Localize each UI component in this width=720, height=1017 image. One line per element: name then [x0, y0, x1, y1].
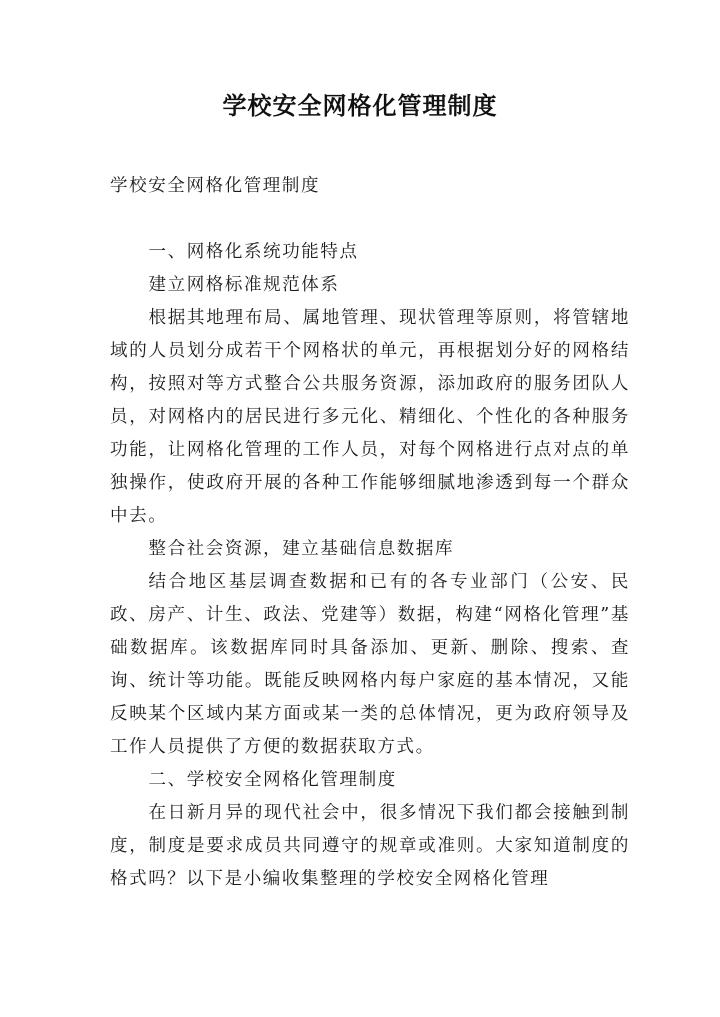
document-title: 学校安全网格化管理制度: [222, 91, 498, 120]
document-body: [110, 170, 630, 896]
section-heading: 一、网格化系统功能特点: [148, 242, 359, 262]
body-paragraph: 根据其地理布局、属地管理、现状管理等原则，将管辖地域的人员划分成若干个网格状的单元，再根据划分好的网格结构，按照对等方式整合公共服务资源，添加政府的服务团队人员，对网格内的居民进行多元化、精细化、个性化的各种服务功能，让网格化管理的工作人员，对每个网格进行点对点的单独操作，使政府开展的各种工作能够细腻地渗透到每一个群众中去。: [110, 308, 630, 526]
paragraph-spacer: [110, 203, 630, 236]
subsection-heading: 建立网格标准规范体系: [148, 275, 340, 295]
section-heading: 二、学校安全网格化管理制度: [148, 770, 397, 790]
body-paragraph: 结合地区基层调查数据和已有的各专业部门（公安、民政、房产、计生、政法、党建等）数据，构建“网格化管理”基础数据库。该数据库同时具备添加、更新、删除、搜索、查询、统计等功能。既能反映网格内每户家庭的基本情况，又能反映某个区域内某方面或某一类的总体情况，更为政府领导及工作人员提供了方便的数据获取方式。: [110, 572, 630, 757]
document-subtitle: 学校安全网格化管理制度: [110, 176, 321, 196]
body-paragraph: 在日新月异的现代社会中，很多情况下我们都会接触到制度，制度是要求成员共同遵守的规章或准则。大家知道制度的格式吗？以下是小编收集整理的学校安全网格化管理: [110, 803, 630, 889]
subsection-heading: 整合社会资源，建立基础信息数据库: [148, 539, 455, 559]
